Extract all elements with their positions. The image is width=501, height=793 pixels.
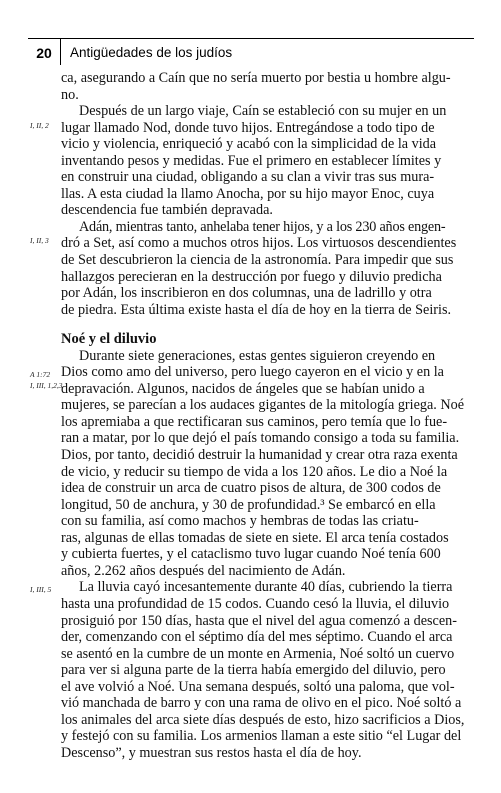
text-line: los animales del arca siete días después de esto, hizo sacrificios a Dios, <box>61 711 465 728</box>
text-line: Adán, mientras tanto, anhelaba tener hijos, y a los 230 años engen- <box>79 218 446 235</box>
text-line: hasta una profundidad de 15 codos. Cuando cesó la lluvia, el diluvio <box>61 595 450 612</box>
text-line: hallazgos perecieran en la destrucción por fuego y diluvio predicha <box>61 268 442 285</box>
margin-note: I, II, 2 <box>30 121 49 130</box>
text-line: llas. A esta ciudad la llamo Anocha, por su hijo mayor Enoc, cuya <box>61 185 435 202</box>
text-line: Durante siete generaciones, estas gentes siguieron creyendo en <box>79 347 436 364</box>
text-line: lugar llamado Nod, donde tuvo hijos. Entregándose a todo tipo de <box>61 119 435 136</box>
text-line: ran a matar, por lo que dejó el país tomando consigo a toda su familia. <box>61 430 460 447</box>
text-line: La lluvia cayó incesantemente durante 40 días, cubriendo la tierra <box>79 579 453 596</box>
text-line: para ver si alguna parte de la tierra había emergido del diluvio, pero <box>61 662 446 679</box>
text-line: no. <box>61 86 79 103</box>
text-line: longitud, 50 de anchura, y 30 de profundidad.³ Se embarcó en ella <box>61 496 436 513</box>
text-line: con su familia, así como machos y hembras de todas las criatu- <box>61 513 419 530</box>
text-line: de Set descubrieron la ciencia de la astronomía. Para impedir que sus <box>61 252 454 269</box>
text-line: de vicio, y reducir su tiempo de vida a los 120 años. Le dio a Noé la <box>61 463 448 480</box>
text-line: mujeres, se parecían a los audaces gigantes de la mitología griega. Noé <box>61 397 465 414</box>
text-line: en construir una ciudad, obligando a su clan a vivir tras sus mura- <box>61 169 435 186</box>
page-number: 20 <box>28 39 61 65</box>
text-line: Descenso”, y muestran sus restos hasta el día de hoy. <box>61 744 362 761</box>
body-text <box>61 70 474 761</box>
text-line: los apremiaba a que rectificaran sus caminos, pero temía que lo fue- <box>61 413 448 430</box>
text-line: idea de construir un arca de cuatro pisos de altura, de 300 codos de <box>61 480 441 497</box>
text-line: descendencia fue también depravada. <box>61 202 273 219</box>
text-line: ras, algunas de ellas tomadas de siete en siete. El arca tenía costados <box>61 529 449 546</box>
text-line: prosiguió por 150 días, hasta que el nivel del agua comenzó a descen- <box>61 612 457 629</box>
text-line: vicio y violencia, enriqueció y acabó con la simplicidad de la vida <box>61 136 437 153</box>
text-line: el ave volvió a Noé. Una semana después, soltó una paloma, que vol- <box>61 678 455 695</box>
text-line: Dios, por tanto, decidió destruir la humanidad y crear otra raza exenta <box>61 447 458 464</box>
text-line: der, comenzando con el séptimo día del mes séptimo. Cuando el arca <box>61 629 453 646</box>
margin-note: I, III, 1,2,3 <box>30 381 63 390</box>
text-line: Dios como amo del universo, pero luego cayeron en el vicio y en la <box>61 364 444 381</box>
text-line: se asentó en la cumbre de un monte en Armenia, Noé soltó un cuervo <box>61 645 455 662</box>
text-line: y festejó con su familia. Los armenios llaman a este sitio “el Lugar del <box>61 728 462 745</box>
text-line: depravación. Algunos, nacidos de ángeles que se habían unido a <box>61 380 425 397</box>
page-header <box>28 38 474 65</box>
text-line: dró a Set, así como a muchos otros hijos. Los virtuosos descendientes <box>61 235 457 252</box>
text-line: Después de un largo viaje, Caín se estableció con su mujer en un <box>79 103 447 120</box>
text-line: ca, asegurando a Caín que no sería muerto por bestia u hombre algu- <box>61 70 451 86</box>
section-heading: Noé y el diluvio <box>61 331 157 348</box>
margin-note: I, III, 5 <box>30 585 52 594</box>
running-title: Antigüedades de los judíos <box>70 45 233 60</box>
text-line: vió manchada de barro y con una rama de olivo en el pico. Noé soltó a <box>61 695 462 712</box>
text-line: por Adán, los inscribieron en dos columnas, una de ladrillo y otra <box>61 285 432 302</box>
margin-note: I, II, 3 <box>30 236 49 245</box>
text-line: inventando pesos y medidas. Fue el primero en establecer límites y <box>61 152 442 169</box>
text-line: de piedra. Esta última existe hasta el día de hoy en la tierra de Seiris. <box>61 301 452 318</box>
text-line: años, 2.262 años después del nacimiento de Adán. <box>61 562 346 579</box>
text-line: y cubierta fuertes, y el cataclismo tuvo lugar cuando Noé tenía 600 <box>61 546 441 563</box>
margin-note: A 1:72 <box>30 370 51 379</box>
